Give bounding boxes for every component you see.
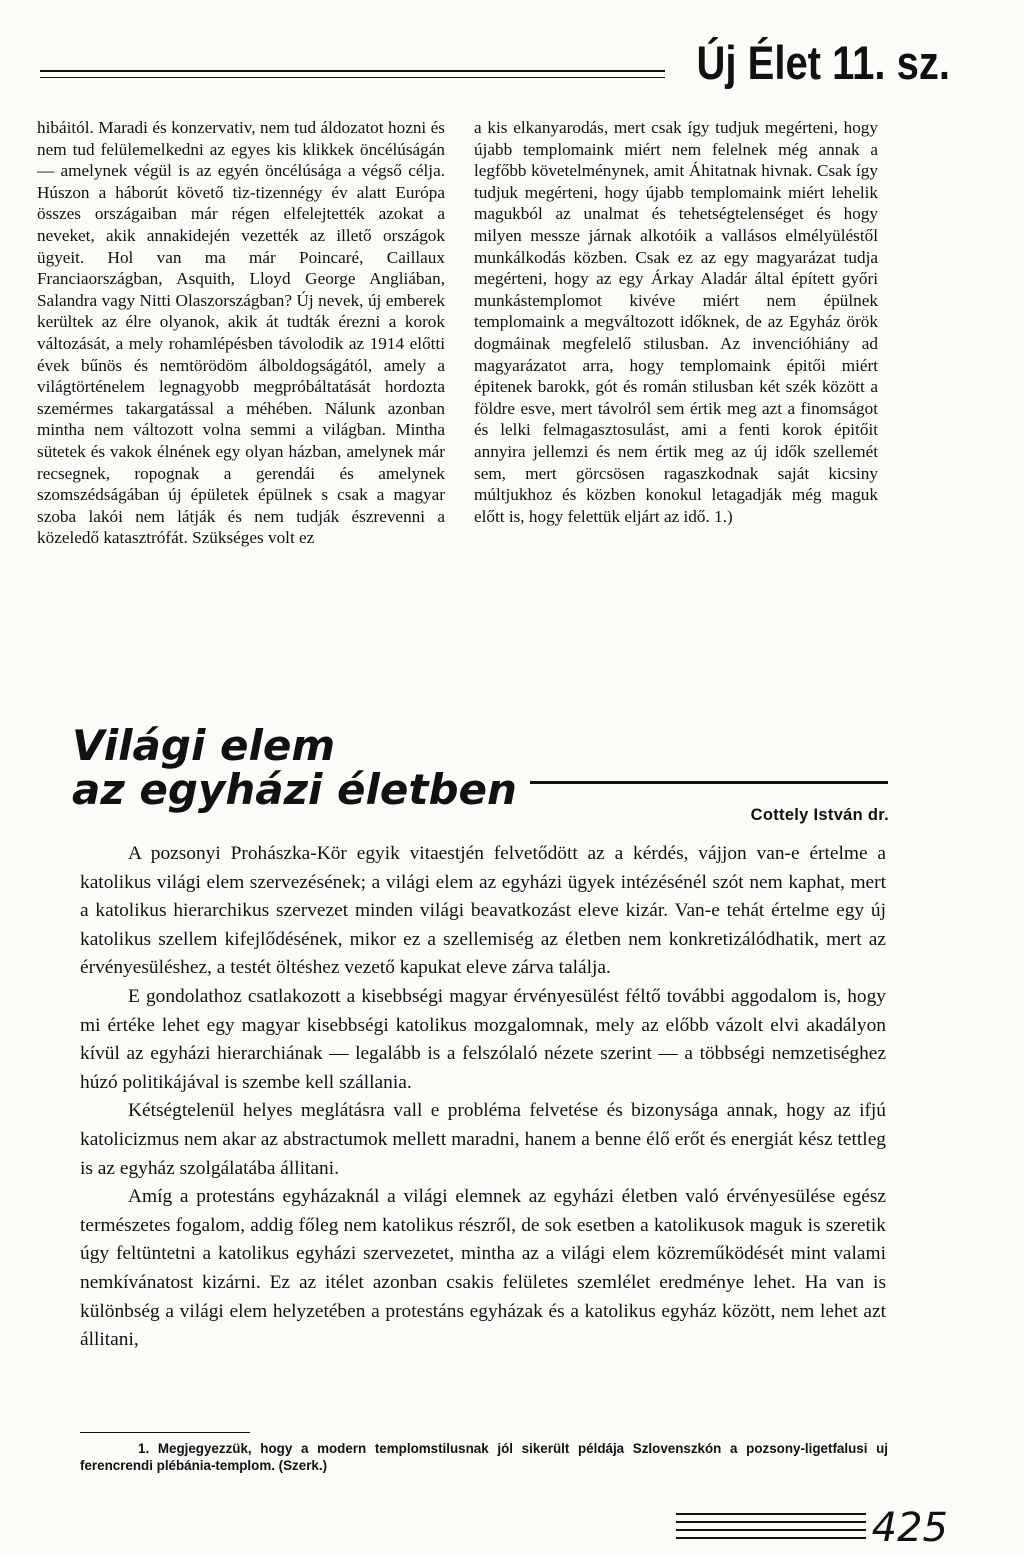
page-number: 425 xyxy=(871,1505,948,1551)
journal-header: Új Élet 11. sz. xyxy=(696,37,950,90)
page-number-rule xyxy=(676,1513,866,1515)
page-number-rule xyxy=(676,1521,866,1523)
right-column-text: a kis elkanyarodás, mert csak így tudjuk megérteni, hogy újabb templomaink miért nem felelnek még annak a legfőbb követelménynek, amit Áhitatnak hivnak. Csak így tudjuk megérteni, hogy újabb templomaink miért lehelik magukból az unalmat és tehetségtelenséget és hogy milyen messze járnak alkotóik a vallásos elmélyüléstől munkálkodás közben. Csak ez az egy magyarázat tudja megérteni, hogy az egy Árkay Aladár által épített győri munkástemplomot kivéve miért nem épülnek templomaink a megváltozott időknek, de az Egyház örök dogmáinak megfelelő stilusban. Az invencióhiány ad magyarázatot arra, hogy templomaink épitői miért épitenek barokk, gót és román stilusban két szék között a földre esve, mert távolról sem értik meg azt a finomságot és lelki felmagasztosulást, ami a fenti korok épitőit annyira jellemzi és nem értik meg az új idők szellemét sem, mert görcsösen ragaszkodnak saját kicsiny múltjukhoz és közben konokul letagadják még maguk előtt is, hogy felettük eljárt az idő. 1.) xyxy=(474,118,878,526)
page-number-rule xyxy=(676,1529,866,1531)
page-number-rule xyxy=(676,1537,866,1539)
article-title-line2: az egyházi életben xyxy=(72,765,517,814)
header-rule-top xyxy=(40,70,665,72)
article-paragraph: E gondolathoz csatlakozott a kisebbségi magyar érvényesülést féltő további aggodalom is, hogy mi értéke lehet egy magyar kisebbségi katolikus mozgalomnak, mely az előbb vázolt elvi akadályon kívül az egyházi hierarchiának — legalább is a felszólaló nézete szerint — a többségi nemzetiséghez húzó politikájával is szembe kell szállania. xyxy=(80,985,886,1093)
article-title-line1: Világi elem xyxy=(72,721,336,770)
left-column xyxy=(37,117,445,549)
article-author: Cottely István dr. xyxy=(750,806,889,824)
footnote-rule xyxy=(80,1432,250,1433)
left-column-text: hibáitól. Maradi és konzervativ, nem tud áldozatot hozni és nem tud felülemelkedni az egyes kis klikkek öncélúságán — amelynek végül is az egyén öncélúsága a végső célja. Húszon a háborút követő tiz-tizennégy év alatt Európa összes országaiban már régen elfelejtették azokat a neveket, akik annakidején vezették az illető országok ügyeit. Hol van ma már Poincaré, Caillaux Franciaországban, Asquith, Lloyd George Angliában, Salandra vagy Nitti Olaszországban? Új nevek, új emberek kerültek az élre olyanok, akik át tudták érezni a korok változását, a mely rohamlépésben távolodik az 1914 előtti évek bűnös és nemtörödöm álboldogságától, amely a világtörténelem legnagyobb megpróbáltatását hordozta szemérmes takargatással a méhében. Nálunk azonban mintha nem változott volna semmi a világban. Mintha sütetek és vakok élnének egy olyan házban, amelynek már recsegnek, ropognak a gerendái és amelynek szomszédságában új épületek épülnek s csak a magyar szoba lakói nem látják és nem tudják észrevenni a közeledő katasztrófát. Szükséges volt ez xyxy=(37,118,445,548)
article-paragraph: Kétségtelenül helyes meglátásra vall e probléma felvetése és bizonysága annak, hogy az ifjú katolicizmus nem akar az abstractumok mellett maradni, hanem a benne élő erőt és energiát kész tettleg is az egyház szolgálatába állitani. xyxy=(80,1100,886,1179)
article-paragraph: Amíg a protestáns egyházaknál a világi elemnek az egyházi életben való érvényesülése egész természetes fogalom, addig főleg nem katolikus részről, de sok esetben a katolikusok maguk is szeretik úgy feltüntetni a katolikus egyházi szervezetet, mintha az a világi elem közreműködését mint valami nemkívánatost kizárni. Ez az itélet azonban csakis felületes szemlélet eredménye lehet. Ha van is különbség a világi elem helyzetében a protestáns egyházak és a katolikus egyház között, nem lehet azt állitani, xyxy=(80,1186,886,1351)
header-rule-bottom xyxy=(40,77,665,78)
right-column xyxy=(474,117,878,527)
article-title xyxy=(72,721,517,814)
title-rule xyxy=(530,781,888,784)
article-body xyxy=(80,840,886,1355)
footnote: 1. Megjegyezzük, hogy a modern templomstilusnak jól sikerült példája Szlovenszkón a pozsony-ligetfalusi uj ferencrendi plébánia-templom. (Szerk.) xyxy=(80,1441,888,1473)
article-paragraph: A pozsonyi Prohászka-Kör egyik vitaestjén felvetődött az a kérdés, vájjon van-e értelme a katolikus világi elem szervezésének; a világi elem az egyházi ügyek intézésénél szót nem kaphat, mert a katolikus hierarchikus szervezet minden világi beavatkozást eleve kizár. Van-e tehát értelme egy új katolikus szellem kifejlődésének, mikor ez a szellemiség az életben nem konkretizálódhatik, mert az érvényesüléshez, a testét öltéshez vezető kapukat eleve zárva találja. xyxy=(80,843,886,979)
